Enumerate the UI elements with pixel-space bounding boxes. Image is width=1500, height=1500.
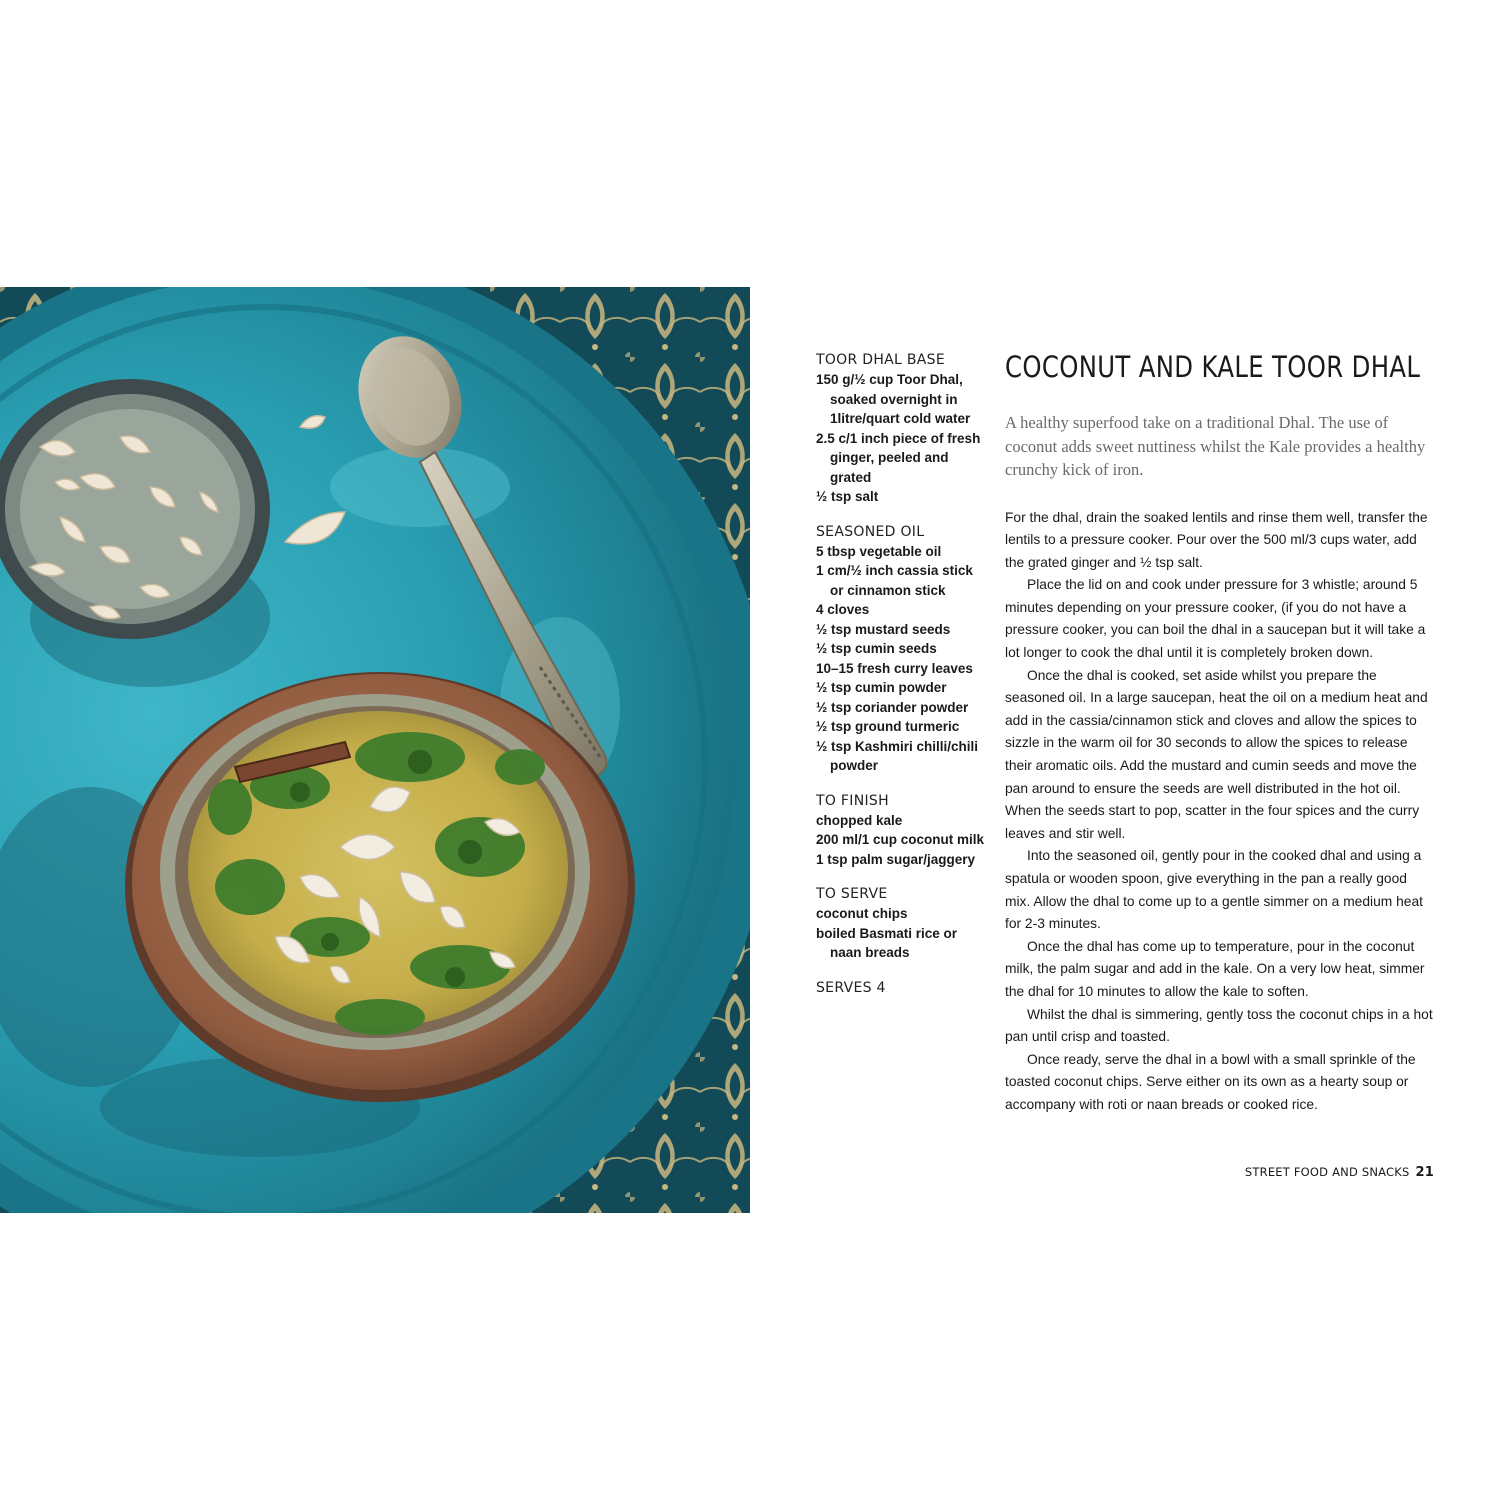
ingredient-item: ½ tsp ground turmeric bbox=[816, 719, 960, 734]
ingredient-item: 1 tsp palm sugar/jaggery bbox=[816, 851, 976, 867]
recipe-main bbox=[1005, 345, 1435, 1117]
method-paragraph: Once the dhal has come up to temperature, pour in the coconut milk, the palm sugar and add in the kale. On a very low heat, simmer the dhal for 10 minutes to allow the kale to soften. bbox=[1005, 938, 1425, 999]
ingredient-group-heading: TO SERVE bbox=[816, 886, 888, 902]
ingredient-item: 150 g/½ cup Toor Dhal, soaked overnight in 1litre/quart cold water bbox=[816, 372, 971, 426]
method-paragraph: Whilst the dhal is simmering, gently toss the coconut chips in a hot pan until crisp and toasted. bbox=[1005, 1006, 1433, 1045]
ingredient-group-heading: TO FINISH bbox=[816, 792, 889, 809]
method-paragraph: Once the dhal is cooked, set aside whilst you prepare the seasoned oil. In a large saucepan, heat the oil on a medium heat and add in the cassia/cinnamon stick and cloves and allow the spices to sizzle in the warm oil for 30 seconds to allow the spices to release their aromatic oils. Add the mustard and cumin seeds and move the pan around to ensure the seeds are well distributed in the hot oil. When the seeds start to pop, scatter in the four spices and the curry leaves and stir well. bbox=[1005, 667, 1428, 841]
dhal-bowl-photo bbox=[0, 287, 750, 1213]
method-paragraph: Once ready, serve the dhal in a bowl with a small sprinkle of the toasted coconut chips. Serve either on its own as a hearty soup or accompany with roti or naan breads or cooked rice. bbox=[1005, 1051, 1416, 1112]
page-footer bbox=[1245, 1165, 1434, 1180]
ingredient-item: 4 cloves bbox=[816, 602, 870, 617]
recipe-title: COCONUT AND KALE TOOR DHAL bbox=[1005, 350, 1421, 384]
ingredient-item: coconut chips bbox=[816, 906, 908, 921]
ingredient-list bbox=[816, 811, 988, 870]
method-paragraph: For the dhal, drain the soaked lentils and rinse them well, transfer the lentils to a pressure cooker. Pour over the 500 ml/3 cups water, add the grated ginger and ½ tsp salt. bbox=[1005, 509, 1428, 570]
ingredient-item: 1 cm/½ inch cassia stick or cinnamon stick bbox=[816, 563, 973, 598]
section-name: STREET FOOD AND SNACKS bbox=[1244, 1165, 1410, 1179]
recipe-intro: A healthy superfood take on a traditional Dhal. The use of coconut adds sweet nuttiness whilst the Kale provides a healthy crunchy kick of iron. bbox=[1005, 413, 1426, 479]
ingredient-item: ½ tsp Kashmiri chilli/chili powder bbox=[816, 738, 979, 773]
method-text bbox=[1005, 507, 1435, 1117]
ingredient-item: ½ tsp cumin seeds bbox=[816, 641, 937, 656]
ingredient-item: 200 ml/1 cup coconut milk bbox=[816, 832, 985, 847]
ingredient-group-heading: TOOR DHAL BASE bbox=[816, 352, 946, 368]
ingredient-item: ½ tsp mustard seeds bbox=[816, 621, 951, 637]
dhal-bowl-illustration bbox=[0, 287, 750, 1213]
ingredient-item: 10–15 fresh curry leaves bbox=[816, 660, 973, 676]
ingredient-item: ½ tsp salt bbox=[816, 489, 879, 504]
page-number: 21 bbox=[1415, 1165, 1434, 1180]
method-paragraph: Into the seasoned oil, gently pour in the cooked dhal and using a spatula or wooden spoon, give everything in the pan a really good mix. Allow the dhal to come up to a gentle simmer on a medium heat for 2-3 minutes. bbox=[1005, 848, 1423, 932]
ingredient-item: 2.5 c/1 inch piece of fresh ginger, peeled and grated bbox=[816, 430, 981, 485]
ingredient-item: ½ tsp cumin powder bbox=[816, 680, 947, 695]
ingredient-list bbox=[816, 370, 988, 507]
ingredient-group-heading: SEASONED OIL bbox=[816, 523, 925, 540]
ingredient-item: ½ tsp coriander powder bbox=[816, 699, 969, 715]
ingredient-item: chopped kale bbox=[816, 812, 903, 828]
method-paragraph: Place the lid on and cook under pressure for 3 whistle; around 5 minutes depending on your pressure cooker, (if you do not have a pressure cooker, you can boil the dhal in a saucepan but it will take a lot longer to cook the dhal until it is completely broken down. bbox=[1005, 577, 1426, 661]
ingredient-list bbox=[816, 542, 988, 776]
ingredients-column bbox=[816, 350, 988, 998]
serves-label: SERVES 4 bbox=[816, 979, 886, 996]
ingredient-item: 5 tbsp vegetable oil bbox=[816, 543, 942, 559]
ingredient-item: boiled Basmati rice or naan breads bbox=[816, 925, 958, 960]
ingredient-list bbox=[816, 904, 988, 963]
